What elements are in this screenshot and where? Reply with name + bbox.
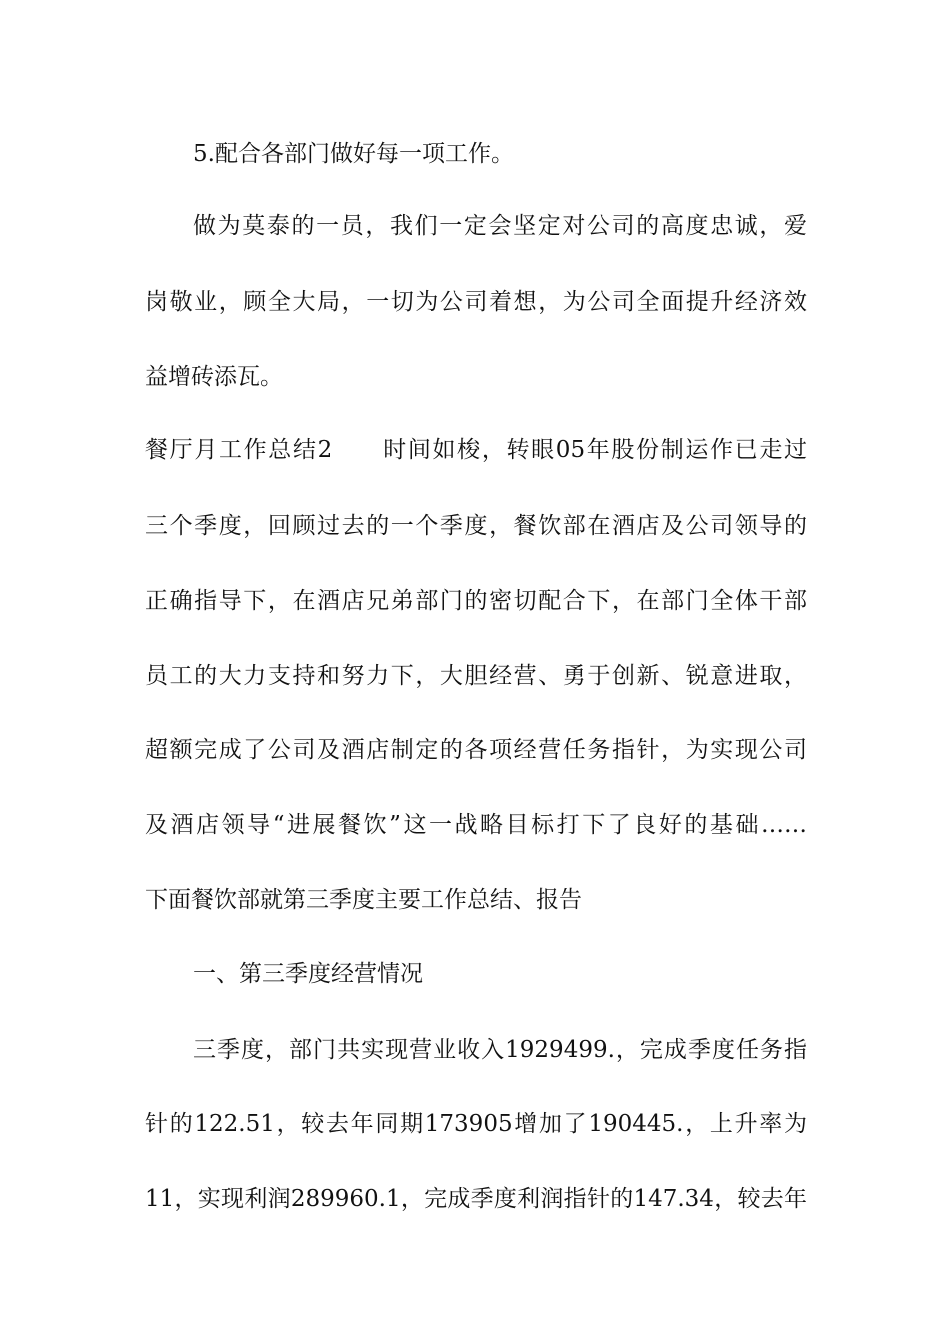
paragraph-line-14: 针的122.51，较去年同期173905增加了190445.，上升率为 bbox=[145, 1111, 807, 1137]
paragraph-line-3: 岗敬业，顾全大局，一切为公司着想，为公司全面提升经济效 bbox=[145, 289, 807, 315]
paragraph-line-1: 5.配合各部门做好每一项工作。 bbox=[193, 141, 514, 167]
paragraph-line-4: 益增砖添瓦。 bbox=[145, 364, 283, 390]
paragraph-line-11: 下面餐饮部就第三季度主要工作总结、报告 bbox=[145, 887, 582, 913]
paragraph-line-8: 员工的大力支持和努力下，大胆经营、勇于创新、锐意进取， bbox=[145, 663, 807, 689]
section-heading-line: 餐厅月工作总结2 时间如梭，转眼05年股份制运作已走过 bbox=[145, 437, 807, 463]
paragraph-line-15: 11，实现利润289960.1，完成季度利润指针的147.34，较去年 bbox=[145, 1186, 807, 1212]
paragraph-line-9: 超额完成了公司及酒店制定的各项经营任务指针，为实现公司 bbox=[145, 737, 807, 763]
paragraph-line-6: 三个季度，回顾过去的一个季度，餐饮部在酒店及公司领导的 bbox=[145, 513, 807, 539]
paragraph-line-10: 及酒店领导“进展餐饮”这一战略目标打下了良好的基础…… bbox=[145, 812, 807, 838]
paragraph-line-2: 做为莫泰的一员，我们一定会坚定对公司的高度忠诚，爱 bbox=[193, 213, 807, 239]
subsection-heading: 一、第三季度经营情况 bbox=[193, 961, 423, 987]
paragraph-line-13: 三季度，部门共实现营业收入1929499.，完成季度任务指 bbox=[193, 1037, 807, 1063]
paragraph-line-7: 正确指导下，在酒店兄弟部门的密切配合下，在部门全体干部 bbox=[145, 588, 807, 614]
